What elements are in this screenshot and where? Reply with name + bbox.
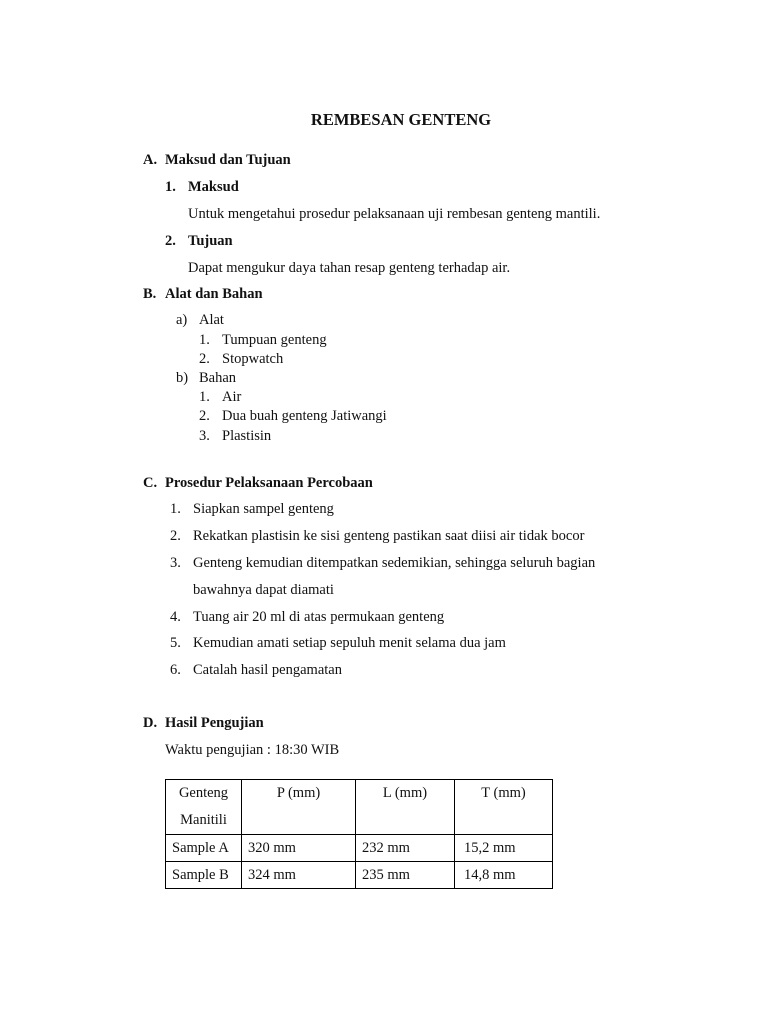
cell-p: 324 mm bbox=[242, 862, 356, 889]
section-a-item2-heading: Tujuan bbox=[188, 233, 233, 249]
step-text: Rekatkan plastisin ke sisi genteng pastikan saat diisi air tidak bocor bbox=[193, 528, 585, 544]
bahan-item-text: Plastisin bbox=[222, 428, 272, 444]
test-time: Waktu pengujian : 18:30 WIB bbox=[165, 742, 340, 758]
bahan-item-text: Dua buah genteng Jatiwangi bbox=[222, 408, 387, 424]
bahan-item-text: Air bbox=[222, 389, 242, 405]
alat-item-num: 1. bbox=[199, 332, 210, 348]
section-a-item1-text: Untuk mengetahui prosedur pelaksanaan uji rembesan genteng mantili. bbox=[188, 206, 601, 222]
header-genteng bbox=[166, 780, 242, 835]
section-a-item2-text: Dapat mengukur daya tahan resap genteng terhadap air. bbox=[188, 260, 511, 276]
section-a-item2-num: 2. bbox=[165, 233, 176, 249]
section-c-letter: C. bbox=[143, 475, 158, 491]
cell-l: 232 mm bbox=[356, 835, 455, 862]
bahan-label: Bahan bbox=[199, 370, 237, 386]
header-genteng-line2: Manitili bbox=[180, 812, 227, 828]
header-p: P (mm) bbox=[242, 780, 356, 835]
section-a-letter: A. bbox=[143, 152, 158, 168]
alat-label: Alat bbox=[199, 312, 224, 328]
alat-item-text: Tumpuan genteng bbox=[222, 332, 327, 348]
step-text: Tuang air 20 ml di atas permukaan genteng bbox=[193, 609, 445, 625]
bahan-item-num: 1. bbox=[199, 389, 210, 405]
cell-sample: Sample B bbox=[166, 862, 242, 889]
cell-l: 235 mm bbox=[356, 862, 455, 889]
cell-t: 14,8 mm bbox=[455, 862, 553, 889]
alat-item-text: Stopwatch bbox=[222, 351, 284, 367]
step-num: 4. bbox=[170, 609, 181, 625]
step-text-continued: bawahnya dapat diamati bbox=[193, 582, 334, 598]
alat-marker: a) bbox=[176, 312, 188, 328]
step-num: 3. bbox=[170, 555, 181, 571]
section-a-item1-num: 1. bbox=[165, 179, 176, 195]
alat-item-num: 2. bbox=[199, 351, 210, 367]
section-a-heading: Maksud dan Tujuan bbox=[165, 152, 291, 168]
header-l: L (mm) bbox=[356, 780, 455, 835]
bahan-item-num: 2. bbox=[199, 408, 210, 424]
section-b-letter: B. bbox=[143, 286, 157, 302]
cell-p: 320 mm bbox=[242, 835, 356, 862]
cell-t: 15,2 mm bbox=[455, 835, 553, 862]
step-num: 6. bbox=[170, 662, 181, 678]
results-table bbox=[165, 779, 553, 889]
section-d-letter: D. bbox=[143, 715, 158, 731]
step-text: Kemudian amati setiap sepuluh menit selama dua jam bbox=[193, 635, 506, 651]
table-row bbox=[166, 835, 553, 862]
header-genteng-line1: Genteng bbox=[178, 785, 229, 801]
section-c-heading: Prosedur Pelaksanaan Percobaan bbox=[165, 475, 373, 491]
section-b-heading: Alat dan Bahan bbox=[165, 286, 263, 302]
step-num: 2. bbox=[170, 528, 181, 544]
section-a-item1-heading: Maksud bbox=[188, 179, 239, 195]
step-text: Catalah hasil pengamatan bbox=[193, 662, 342, 678]
table-header-row bbox=[166, 780, 553, 835]
cell-sample: Sample A bbox=[166, 835, 242, 862]
step-num: 1. bbox=[170, 501, 181, 517]
step-text: Genteng kemudian ditempatkan sedemikian, sehingga seluruh bagian bbox=[193, 555, 596, 571]
header-t: T (mm) bbox=[455, 780, 553, 835]
bahan-item-num: 3. bbox=[199, 428, 210, 444]
bahan-marker: b) bbox=[176, 370, 189, 386]
step-num: 5. bbox=[170, 635, 181, 651]
step-text: Siapkan sampel genteng bbox=[193, 501, 334, 517]
section-d-heading: Hasil Pengujian bbox=[165, 715, 264, 731]
table-row bbox=[166, 862, 553, 889]
document-title: REMBESAN GENTENG bbox=[310, 110, 492, 129]
